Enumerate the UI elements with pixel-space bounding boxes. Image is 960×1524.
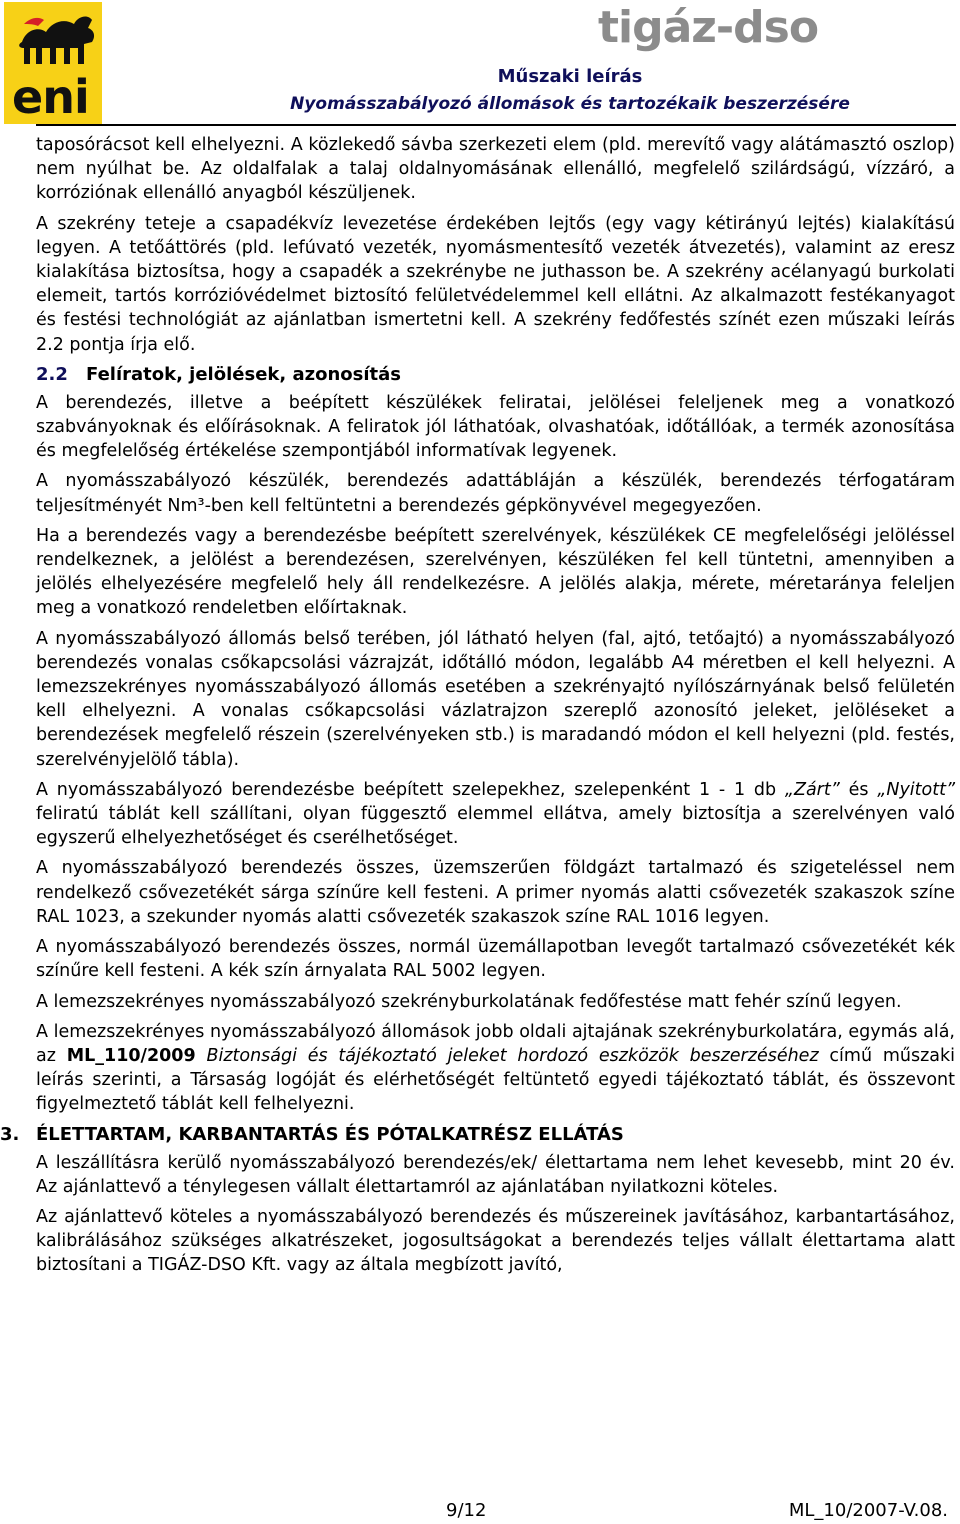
text-run: és bbox=[839, 779, 878, 800]
tigaz-dso-logo: tigáz-dso bbox=[598, 2, 819, 53]
eni-wordmark: eni bbox=[12, 70, 89, 124]
eni-logo bbox=[4, 2, 102, 124]
paragraph: A nyomásszabályozó készülék, berendezés adattábláján a készülék, berendezés térfogatáram teljesítményét Nm³-ben kell feltüntetni a berendezés gépkönyvével megegyezően. bbox=[36, 471, 955, 516]
text-run: A nyomásszabályozó berendezésbe beépített szelepekhez, szelepenként 1 - 1 db bbox=[36, 779, 785, 800]
document-title: Műszaki leírás bbox=[497, 66, 643, 87]
section-number: 2.2 bbox=[36, 363, 68, 385]
paragraph: A nyomásszabályozó berendezés összes, üzemszerűen földgázt tartalmazó és szigeteléssel nem rendelkező csővezetékét sárga színűre kell festeni. A primer nyomás alatti csővezeték szakaszok színe RAL 1023, a szekunder nyomás alatti csővezeték szakaszok színe RAL 1016 legyen. bbox=[36, 858, 955, 927]
document-reference: ML_110/2009 bbox=[66, 1045, 196, 1066]
section-title: Felíratok, jelölések, azonosítás bbox=[86, 363, 401, 385]
paragraph: A szekrény teteje a csapadékvíz levezetése érdekében lejtős (egy vagy kétirányú lejtés) kialakítású legyen. A tetőáttörés (pld. lefúvató vezeték, nyomásmentesítő vezeték átvezetés), valamint az eresz kialakítása biztosítsa, hogy a csapadék a szekrénybe ne juthasson be. A szekrény acélanyagú burkolati elemeit, tartós korrózióvédelmet biztosító felületvédelemmel kell ellátni. Az alkalmazott festékanyagot és festési technológiát az ajánlatban ismertetni kell. A szekrény fedőfestés színét ezen műszaki leírás 2.2 pontja írja elő. bbox=[36, 213, 955, 355]
text-run: A lemezszekrényes nyomásszabályozó állomások jobb oldali ajtajának szekrényburkolatára, egymás alá, az bbox=[36, 1021, 955, 1066]
text-run-italic: „Zárt” bbox=[784, 779, 840, 800]
page-number: 9/12 bbox=[446, 1500, 487, 1521]
text-run: című műszaki leírás szerinti, a Társaság logóját és elérhetőségét feltüntető egyedi tájékoztató táblát, és összevont figyelmeztető táblát kell felhelyezni. bbox=[36, 1045, 955, 1115]
paragraph: Ha a berendezés vagy a berendezésbe beépített szerelvények, készülékek CE megfelelőségi jelöléssel rendelkeznek, a jelölést a berendezésen, szerelvényen, készüléken fel kell tüntetni, amennyiben a jelölés elhelyezésére megfelelő hely áll rendelkezésre. A jelölés alakja, mérete, méretaránya feleljen meg a vonatkozó rendeletben előírtaknak. bbox=[36, 525, 955, 619]
section-title: ÉLETTARTAM, KARBANTARTÁS ÉS PÓTALKATRÉSZ ELLÁTÁS bbox=[36, 1123, 624, 1145]
document-subtitle: Nyomásszabályozó állomások és tartozékaik beszerzésére bbox=[290, 94, 850, 114]
section-heading-3 bbox=[0, 1123, 955, 1147]
document-body bbox=[0, 133, 956, 1284]
paragraph bbox=[36, 1020, 955, 1117]
paragraph: taposórácsot kell elhelyezni. A közlekedő sávba szerkezeti elem (pld. merevítő vagy alátámasztó oszlop) nem nyúlhat be. Az oldalfalak a talaj oldalnyomásának ellenálló, megfelelő szilárdságú, vízzáró, a korróziónak ellenálló anyagból készüljenek. bbox=[36, 135, 955, 204]
paragraph bbox=[36, 778, 955, 851]
paragraph: A berendezés, illetve a beépített készülékek feliratai, jelölései feleljenek meg a vonatkozó szabványoknak és előírásoknak. A feliratok jól láthatóak, olvashatóak, időtállóak, a termék azonosítása és megfelelőség értékelése szempontjából informatívak legyenek. bbox=[36, 392, 955, 462]
section-heading-2-2 bbox=[36, 363, 955, 387]
section-number: 3. bbox=[0, 1123, 20, 1145]
text-run-italic: Biztonsági és tájékoztató jeleket hordozó eszközök beszerzéséhez bbox=[206, 1045, 819, 1066]
paragraph: A nyomásszabályozó állomás belső terében, jól látható helyen (fal, ajtó, tetőajtó) a nyomásszabályozó berendezés vonalas csőkapcsolási vázrajzát, időtálló módon, legalább A4 méretben el kell helyezni. A lemezszekrényes nyomásszabályozó állomás esetében a szekrényajtó nyílószárnyának belső felületén kell elhelyezni. A vonalas csőkapcsolási vázlatrajzon szereplő azonosító jeleket, jelöléseket a berendezések megfelelő részein (szerelvényeken stb.) is maradandó módon el kell helyezni (pld. festés, szerelvényjelölő tábla). bbox=[36, 628, 955, 770]
text-run bbox=[196, 1046, 207, 1066]
text-run: feliratú táblát kell szállítani, olyan függesztő elemmel ellátva, amely biztosítja a szerelvényen való egyszerű elhelyezhetőséget és cserélhetőséget. bbox=[36, 804, 955, 849]
paragraph: Az ajánlattevő köteles a nyomásszabályozó berendezés és műszereinek javításához, karbantartásához, kalibrálásához szükséges alkatrészeket, jogosultságokat a berendezés teljes vállalt élettartama alatt biztosítani a TIGÁZ-DSO Kft. vagy az általa megbízott javító, bbox=[36, 1206, 955, 1276]
text-run-italic: „Nyitott” bbox=[877, 779, 956, 800]
page-header bbox=[0, 0, 960, 128]
header-divider bbox=[36, 124, 956, 126]
paragraph: A leszállításra kerülő nyomásszabályozó berendezés/ek/ élettartama nem lehet kevesebb, mint 20 év. Az ajánlattevő a ténylegesen vállalt élettartamról az ajánlatában nyilatkozni köteles. bbox=[36, 1152, 955, 1197]
document-code: ML_10/2007-V.08. bbox=[788, 1500, 948, 1521]
paragraph: A nyomásszabályozó berendezés összes, normál üzemállapotban levegőt tartalmazó csővezetékét kék színűre kell festeni. A kék szín árnyalata RAL 5002 legyen. bbox=[36, 937, 955, 982]
paragraph: A lemezszekrényes nyomásszabályozó szekrényburkolatának fedőfestése matt fehér színű legyen. bbox=[36, 991, 902, 1012]
